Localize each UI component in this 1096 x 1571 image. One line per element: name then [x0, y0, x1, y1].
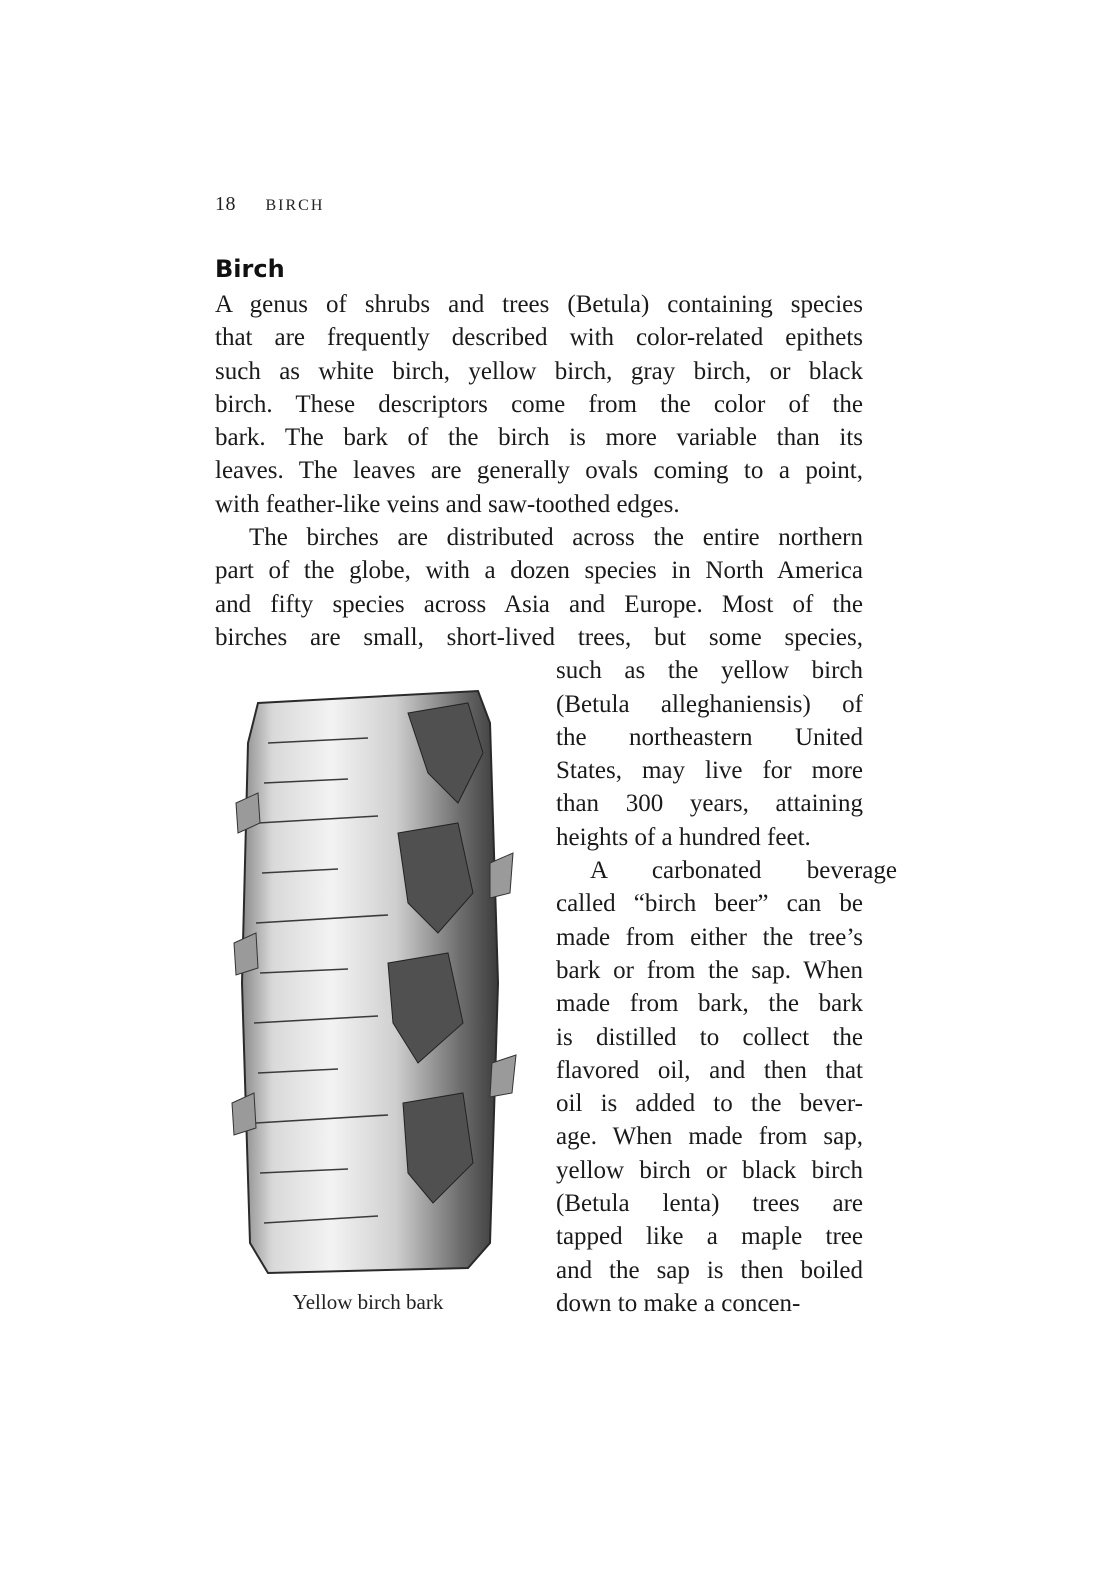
- body-line: oil is added to the bever-: [556, 1090, 863, 1118]
- birch-bark-illustration: [228, 683, 518, 1283]
- body-line: is distilled to collect the: [556, 1023, 863, 1051]
- body-line: (Betula alleghaniensis) of: [556, 690, 863, 718]
- body-line: birch. These descriptors come from the color of the: [215, 390, 863, 418]
- body-line: bark or from the sap. When: [556, 956, 863, 984]
- running-head: [215, 193, 324, 216]
- body-line: down to make a concen-: [556, 1289, 801, 1317]
- body-line: tapped like a maple tree: [556, 1223, 863, 1251]
- entry-heading: Birch: [215, 255, 285, 283]
- body-line: (Betula lenta) trees are: [556, 1190, 863, 1218]
- body-line: leaves. The leaves are generally ovals coming to a point,: [215, 457, 863, 485]
- body-line: such as the yellow birch: [556, 657, 863, 685]
- body-line: the northeastern United: [556, 723, 863, 751]
- body-line: such as white birch, yellow birch, gray birch, or black: [215, 357, 863, 385]
- body-line: age. When made from sap,: [556, 1123, 863, 1151]
- body-line: The birches are distributed across the entire northern: [249, 524, 863, 552]
- body-line: called “birch beer” can be: [556, 890, 863, 918]
- body-line: A genus of shrubs and trees (Betula) containing species: [215, 291, 863, 318]
- body-line: with feather-like veins and saw-toothed edges.: [215, 490, 680, 518]
- body-line: part of the globe, with a dozen species in North America: [215, 557, 863, 585]
- body-line: heights of a hundred feet.: [556, 823, 811, 851]
- body-line: than 300 years, attaining: [556, 790, 863, 818]
- illustration-caption: Yellow birch bark: [292, 1290, 444, 1314]
- body-line: made from bark, the bark: [556, 990, 863, 1018]
- running-title: BIRCH: [265, 197, 325, 214]
- body-line: made from either the tree’s: [556, 923, 863, 951]
- body-line: that are frequently described with color-related epithets: [215, 324, 863, 352]
- body-line: bark. The bark of the birch is more variable than its: [215, 424, 863, 452]
- body-line: and the sap is then boiled: [556, 1256, 863, 1284]
- body-line: States, may live for more: [556, 757, 863, 785]
- body-line: and fifty species across Asia and Europe. Most of the: [215, 590, 863, 618]
- body-line: birches are small, short-lived trees, but some species,: [215, 623, 863, 651]
- body-line: flavored oil, and then that: [556, 1056, 863, 1084]
- body-line: A carbonated beverage: [590, 857, 897, 885]
- page-number: 18: [215, 193, 236, 215]
- body-line: yellow birch or black birch: [556, 1156, 863, 1184]
